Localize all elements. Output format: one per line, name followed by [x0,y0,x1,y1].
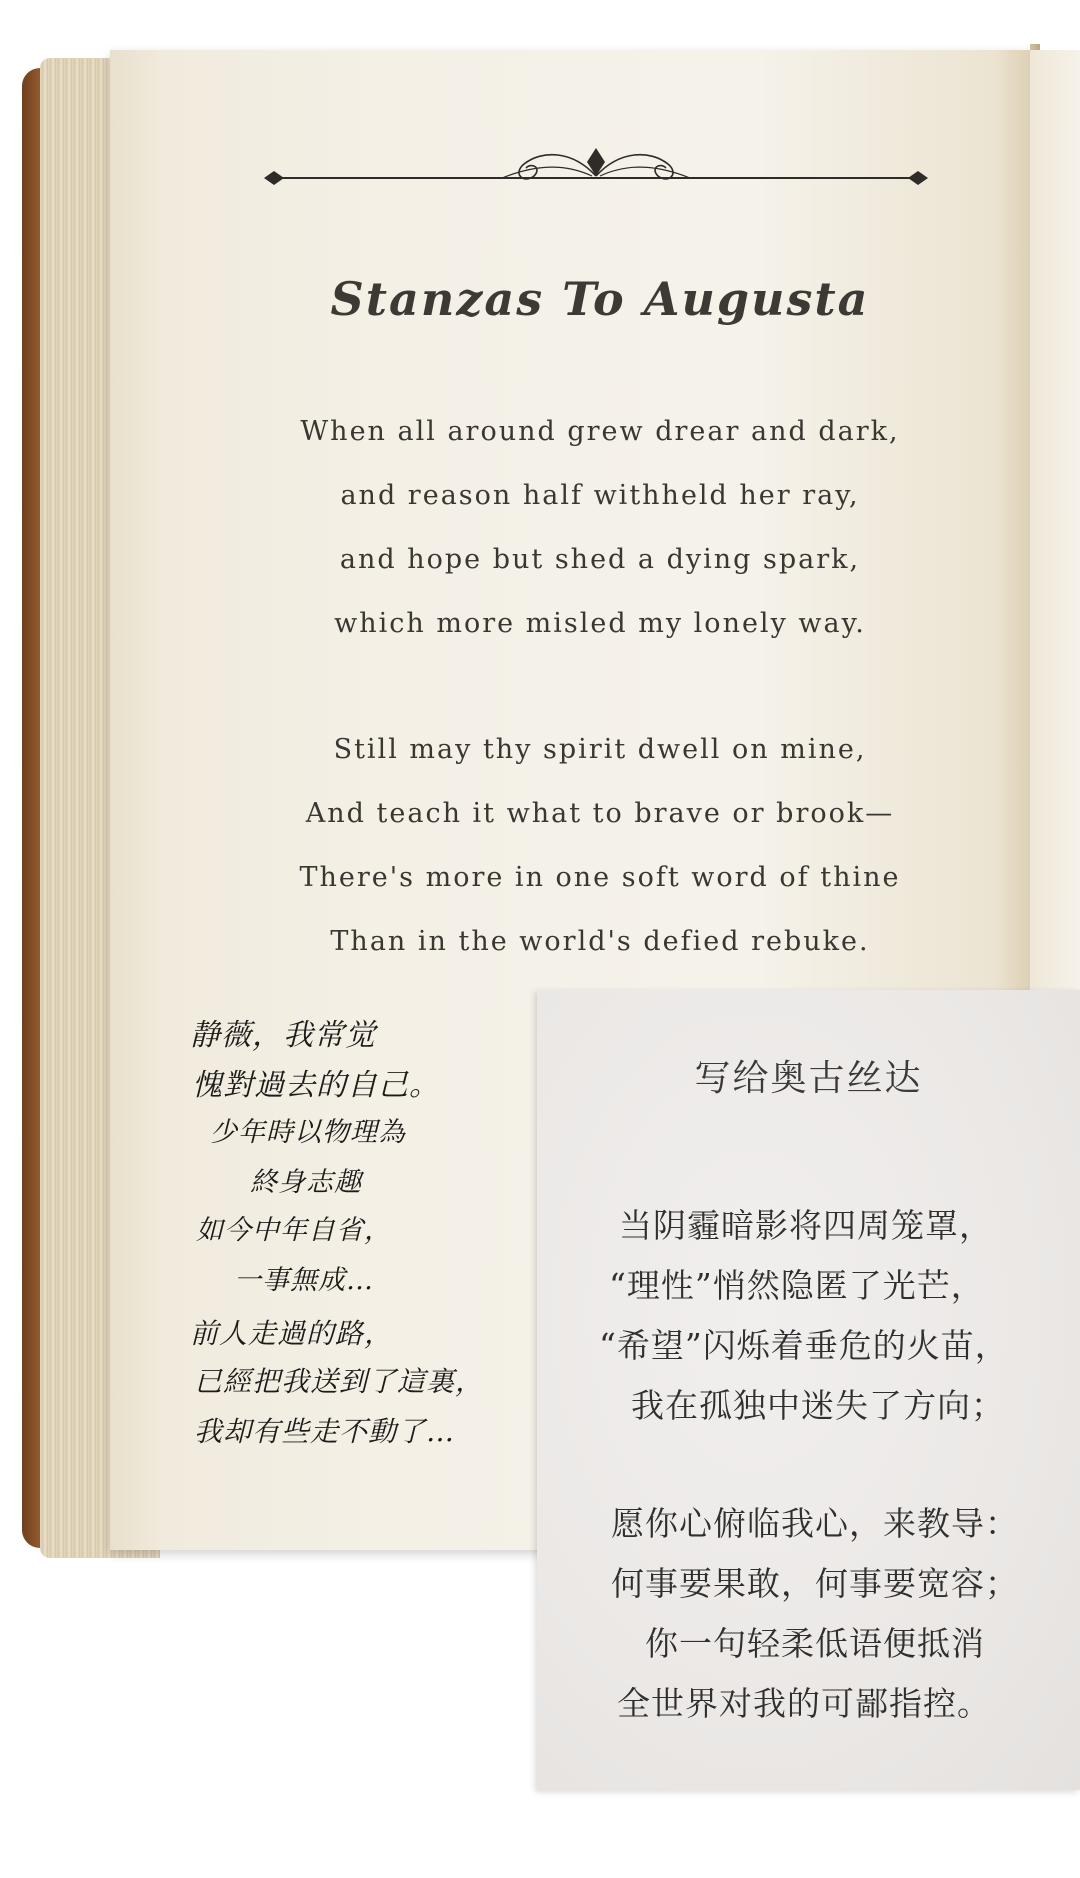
note-line: 一事無成… [234,1265,374,1296]
translation-line: 我在孤独中迷失了方向； [631,1386,1005,1425]
poem-line: which more misled my lonely way. [334,608,866,639]
translation-card [537,990,1080,1790]
translation-line: “理性”悄然隐匿了光芒， [609,1266,985,1305]
poem-title: Stanzas To Augusta [330,272,870,326]
translation-line: 愿你心俯临我心，来教导： [611,1504,1019,1543]
note-line: 終身志趣 [250,1167,362,1198]
poem-line: and reason half withheld her ray, [340,480,860,511]
poem-line: Than in the world's defied rebuke. [330,926,870,957]
translation-line: 当阴霾暗影将四周笼罩， [619,1206,993,1245]
poem-line: and hope but shed a dying spark, [339,544,861,575]
note-line: 愧對過去的自己。 [192,1068,440,1103]
poem-line: Still may thy spirit dwell on mine, [333,734,867,765]
note-line: 已經把我送到了這裏， [194,1365,485,1398]
note-line: 如今中年自省， [196,1215,392,1246]
note-line: 前人走過的路， [190,1317,394,1350]
note-line: 少年時以物理為 [210,1117,406,1148]
translation-line: 何事要果敢，何事要宽容； [611,1564,1019,1603]
note-line: 静薇，我常觉 [190,1018,376,1053]
flourish-ornament [262,140,930,200]
translation-line: 你一句轻柔低语便抵消 [645,1624,985,1663]
poem-line: There's more in one soft word of thine [299,862,901,893]
next-page-edge [1030,50,1080,990]
translation-line: 全世界对我的可鄙指控。 [617,1684,991,1723]
translation-title: 写给奥古丝达 [694,1058,923,1099]
poem-line: And teach it what to brave or brook— [305,798,895,829]
poem-stanza-1 [230,400,970,656]
poem-stanza-2 [230,718,970,974]
note-line: 我却有些走不動了… [194,1415,456,1448]
translation-line: “希望”闪烁着垂危的火苗， [599,1326,1009,1365]
poem-line: When all around grew drear and dark, [300,416,900,447]
